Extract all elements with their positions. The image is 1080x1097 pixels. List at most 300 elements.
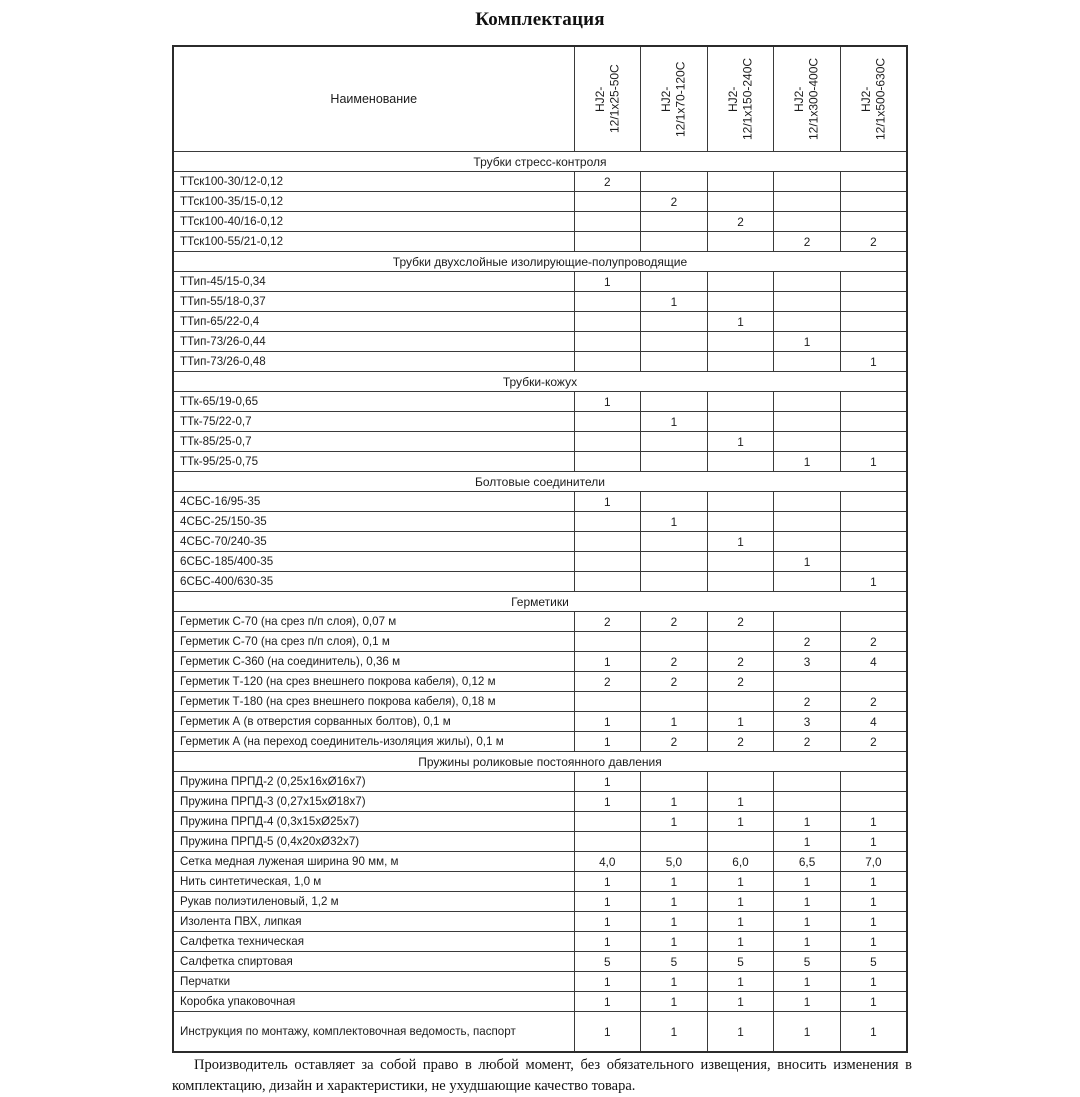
table-row <box>173 712 907 732</box>
row-item-name: Герметик А (на переход соединитель-изоляция жилы), 0,1 м <box>173 732 574 752</box>
table-row <box>173 312 907 332</box>
row-quantity-variant-1 <box>574 692 641 712</box>
row-quantity-variant-2: 5,0 <box>641 852 708 872</box>
row-quantity-variant-5: 1 <box>840 812 907 832</box>
table-row <box>173 952 907 972</box>
row-quantity-variant-5 <box>840 392 907 412</box>
row-quantity-variant-2 <box>641 352 708 372</box>
row-quantity-variant-5 <box>840 412 907 432</box>
table-row <box>173 432 907 452</box>
row-quantity-variant-3 <box>707 452 774 472</box>
row-quantity-variant-4 <box>774 292 841 312</box>
row-quantity-variant-1: 1 <box>574 972 641 992</box>
row-item-name: Пружина ПРПД-3 (0,27x15xØ18x7) <box>173 792 574 812</box>
row-quantity-variant-3 <box>707 352 774 372</box>
row-quantity-variant-3 <box>707 692 774 712</box>
section-header-label: Трубки стресс-контроля <box>173 152 907 172</box>
row-quantity-variant-3: 1 <box>707 972 774 992</box>
table-row <box>173 572 907 592</box>
header-row <box>173 46 907 152</box>
table-row <box>173 272 907 292</box>
row-item-name: 6СБС-400/630-35 <box>173 572 574 592</box>
row-quantity-variant-3: 1 <box>707 792 774 812</box>
row-quantity-variant-5 <box>840 292 907 312</box>
table-row <box>173 832 907 852</box>
row-item-name: Герметик Т-120 (на срез внешнего покрова кабеля), 0,12 м <box>173 672 574 692</box>
row-quantity-variant-5 <box>840 612 907 632</box>
row-quantity-variant-1: 2 <box>574 172 641 192</box>
row-quantity-variant-1: 1 <box>574 1012 641 1053</box>
row-quantity-variant-2 <box>641 552 708 572</box>
row-quantity-variant-3 <box>707 192 774 212</box>
footnote-text: Производитель оставляет за собой право в любой момент, без обязательного извещения, вносить изменения в комплектацию, дизайн и характеристики, не ухудшающие качество товара. <box>172 1056 912 1094</box>
row-quantity-variant-5: 1 <box>840 932 907 952</box>
variant-label-3-line2: 12/1x150-240C <box>740 57 755 141</box>
table-row <box>173 612 907 632</box>
footnote-disclaimer <box>172 1055 912 1097</box>
row-quantity-variant-3: 2 <box>707 652 774 672</box>
row-item-name: Изолента ПВХ, липкая <box>173 912 574 932</box>
row-quantity-variant-4 <box>774 212 841 232</box>
row-quantity-variant-4: 1 <box>774 972 841 992</box>
row-quantity-variant-1 <box>574 512 641 532</box>
row-item-name: Герметик С-70 (на срез п/п слоя), 0,1 м <box>173 632 574 652</box>
row-quantity-variant-4 <box>774 192 841 212</box>
row-quantity-variant-4: 2 <box>774 732 841 752</box>
table-row <box>173 932 907 952</box>
row-quantity-variant-3 <box>707 332 774 352</box>
row-quantity-variant-1 <box>574 532 641 552</box>
row-quantity-variant-1: 1 <box>574 772 641 792</box>
row-quantity-variant-1: 2 <box>574 612 641 632</box>
row-quantity-variant-4 <box>774 512 841 532</box>
row-quantity-variant-4 <box>774 532 841 552</box>
row-quantity-variant-3: 1 <box>707 312 774 332</box>
row-quantity-variant-2: 2 <box>641 672 708 692</box>
variant-label-2 <box>659 51 688 147</box>
row-quantity-variant-1 <box>574 292 641 312</box>
row-quantity-variant-5: 1 <box>840 832 907 852</box>
table-row <box>173 1012 907 1053</box>
row-quantity-variant-1: 1 <box>574 652 641 672</box>
row-item-name: ТТк-65/19-0,65 <box>173 392 574 412</box>
row-quantity-variant-4 <box>774 272 841 292</box>
row-quantity-variant-1: 1 <box>574 732 641 752</box>
row-quantity-variant-1 <box>574 432 641 452</box>
row-quantity-variant-3 <box>707 552 774 572</box>
row-quantity-variant-1: 1 <box>574 492 641 512</box>
variant-label-3 <box>726 51 755 147</box>
table-row <box>173 652 907 672</box>
row-quantity-variant-3: 1 <box>707 992 774 1012</box>
row-quantity-variant-5: 1 <box>840 912 907 932</box>
row-quantity-variant-4: 2 <box>774 232 841 252</box>
variant-label-2-line1: HJ2- <box>659 86 674 112</box>
row-quantity-variant-5: 4 <box>840 652 907 672</box>
row-item-name: 4СБС-70/240-35 <box>173 532 574 552</box>
row-quantity-variant-4: 1 <box>774 872 841 892</box>
row-quantity-variant-1: 1 <box>574 932 641 952</box>
specification-table-wrapper <box>172 45 906 1053</box>
row-quantity-variant-2: 1 <box>641 932 708 952</box>
variant-label-2-line2: 12/1x70-120C <box>673 61 688 137</box>
variant-label-5-line1: HJ2- <box>858 86 873 112</box>
row-quantity-variant-3: 2 <box>707 672 774 692</box>
row-quantity-variant-2: 1 <box>641 992 708 1012</box>
table-row <box>173 192 907 212</box>
row-quantity-variant-5 <box>840 772 907 792</box>
row-quantity-variant-3 <box>707 572 774 592</box>
row-quantity-variant-4: 2 <box>774 692 841 712</box>
row-item-name: ТТип-45/15-0,34 <box>173 272 574 292</box>
row-quantity-variant-4 <box>774 492 841 512</box>
table-row <box>173 872 907 892</box>
column-header-variant-2 <box>641 46 708 152</box>
row-quantity-variant-4: 1 <box>774 912 841 932</box>
row-item-name: Сетка медная луженая ширина 90 мм, м <box>173 852 574 872</box>
table-row <box>173 812 907 832</box>
row-quantity-variant-1: 1 <box>574 712 641 732</box>
row-item-name: ТТк-75/22-0,7 <box>173 412 574 432</box>
table-row <box>173 992 907 1012</box>
row-item-name: Инструкция по монтажу, комплектовочная ведомость, паспорт <box>173 1012 574 1053</box>
variant-label-4 <box>792 51 821 147</box>
table-section-header-row <box>173 372 907 392</box>
row-quantity-variant-3 <box>707 412 774 432</box>
table-section-header-row <box>173 152 907 172</box>
table-row <box>173 492 907 512</box>
row-quantity-variant-2 <box>641 492 708 512</box>
row-quantity-variant-1: 1 <box>574 792 641 812</box>
table-row <box>173 852 907 872</box>
row-quantity-variant-4 <box>774 792 841 812</box>
table-row <box>173 632 907 652</box>
variant-label-1-line2: 12/1x25-50C <box>607 64 622 134</box>
row-item-name: Герметик С-70 (на срез п/п слоя), 0,07 м <box>173 612 574 632</box>
row-quantity-variant-4: 5 <box>774 952 841 972</box>
row-item-name: Рукав полиэтиленовый, 1,2 м <box>173 892 574 912</box>
row-quantity-variant-4: 3 <box>774 652 841 672</box>
row-quantity-variant-4: 1 <box>774 932 841 952</box>
row-quantity-variant-4 <box>774 392 841 412</box>
row-quantity-variant-5: 1 <box>840 872 907 892</box>
row-quantity-variant-5: 2 <box>840 632 907 652</box>
table-row <box>173 772 907 792</box>
row-quantity-variant-3 <box>707 512 774 532</box>
row-quantity-variant-1 <box>574 312 641 332</box>
row-quantity-variant-3 <box>707 632 774 652</box>
row-item-name: ТТип-73/26-0,48 <box>173 352 574 372</box>
row-quantity-variant-5 <box>840 552 907 572</box>
row-quantity-variant-3: 2 <box>707 732 774 752</box>
table-row <box>173 452 907 472</box>
variant-label-5-line2: 12/1x500-630C <box>873 57 888 141</box>
row-quantity-variant-5 <box>840 492 907 512</box>
column-header-variant-4 <box>774 46 841 152</box>
row-quantity-variant-1 <box>574 352 641 372</box>
row-quantity-variant-4: 1 <box>774 832 841 852</box>
row-quantity-variant-5: 1 <box>840 452 907 472</box>
section-header-label: Пружины роликовые постоянного давления <box>173 752 907 772</box>
row-quantity-variant-4: 1 <box>774 1012 841 1053</box>
row-quantity-variant-1: 4,0 <box>574 852 641 872</box>
row-quantity-variant-5 <box>840 172 907 192</box>
row-item-name: Пружина ПРПД-4 (0,3x15xØ25x7) <box>173 812 574 832</box>
row-quantity-variant-3: 1 <box>707 812 774 832</box>
row-quantity-variant-2: 1 <box>641 792 708 812</box>
table-row <box>173 552 907 572</box>
row-quantity-variant-5: 4 <box>840 712 907 732</box>
section-header-label: Герметики <box>173 592 907 612</box>
row-quantity-variant-2 <box>641 172 708 192</box>
row-item-name: ТТип-73/26-0,44 <box>173 332 574 352</box>
row-quantity-variant-2 <box>641 312 708 332</box>
row-quantity-variant-2 <box>641 772 708 792</box>
row-quantity-variant-4 <box>774 672 841 692</box>
row-item-name: Пружина ПРПД-2 (0,25x16xØ16x7) <box>173 772 574 792</box>
row-quantity-variant-5: 1 <box>840 992 907 1012</box>
table-section-header-row <box>173 752 907 772</box>
row-item-name: Салфетка спиртовая <box>173 952 574 972</box>
row-quantity-variant-1 <box>574 452 641 472</box>
row-quantity-variant-5: 1 <box>840 572 907 592</box>
row-quantity-variant-2: 2 <box>641 732 708 752</box>
section-header-label: Болтовые соединители <box>173 472 907 492</box>
variant-label-5 <box>859 51 888 147</box>
column-header-variant-5 <box>840 46 907 152</box>
row-quantity-variant-2: 1 <box>641 712 708 732</box>
row-item-name: Коробка упаковочная <box>173 992 574 1012</box>
table-row <box>173 352 907 372</box>
row-item-name: Пружина ПРПД-5 (0,4x20xØ32x7) <box>173 832 574 852</box>
row-quantity-variant-2 <box>641 572 708 592</box>
specification-table <box>172 45 908 1053</box>
row-item-name: 6СБС-185/400-35 <box>173 552 574 572</box>
section-header-label: Трубки-кожух <box>173 372 907 392</box>
table-row <box>173 892 907 912</box>
table-row <box>173 692 907 712</box>
table-row <box>173 532 907 552</box>
row-quantity-variant-3 <box>707 492 774 512</box>
row-quantity-variant-2: 2 <box>641 652 708 672</box>
row-quantity-variant-4: 3 <box>774 712 841 732</box>
row-quantity-variant-5 <box>840 332 907 352</box>
row-quantity-variant-3: 1 <box>707 532 774 552</box>
table-body <box>173 152 907 1053</box>
row-item-name: ТТск100-35/15-0,12 <box>173 192 574 212</box>
row-quantity-variant-1: 1 <box>574 272 641 292</box>
row-quantity-variant-1 <box>574 812 641 832</box>
row-quantity-variant-4 <box>774 612 841 632</box>
row-quantity-variant-5 <box>840 192 907 212</box>
row-quantity-variant-2: 1 <box>641 872 708 892</box>
row-quantity-variant-2 <box>641 332 708 352</box>
row-quantity-variant-1: 1 <box>574 992 641 1012</box>
row-quantity-variant-4: 1 <box>774 332 841 352</box>
row-quantity-variant-5: 2 <box>840 692 907 712</box>
row-item-name: ТТк-95/25-0,75 <box>173 452 574 472</box>
row-quantity-variant-4 <box>774 172 841 192</box>
table-row <box>173 172 907 192</box>
row-quantity-variant-2 <box>641 632 708 652</box>
row-quantity-variant-4: 6,5 <box>774 852 841 872</box>
row-quantity-variant-2: 1 <box>641 412 708 432</box>
row-quantity-variant-5: 1 <box>840 972 907 992</box>
row-item-name: ТТск100-55/21-0,12 <box>173 232 574 252</box>
row-item-name: ТТип-55/18-0,37 <box>173 292 574 312</box>
row-item-name: ТТск100-30/12-0,12 <box>173 172 574 192</box>
row-quantity-variant-3: 1 <box>707 872 774 892</box>
row-quantity-variant-2: 5 <box>641 952 708 972</box>
row-quantity-variant-5 <box>840 312 907 332</box>
row-quantity-variant-2: 1 <box>641 512 708 532</box>
row-item-name: Перчатки <box>173 972 574 992</box>
table-header <box>173 46 907 152</box>
row-quantity-variant-5: 1 <box>840 892 907 912</box>
row-item-name: Герметик С-360 (на соединитель), 0,36 м <box>173 652 574 672</box>
table-row <box>173 972 907 992</box>
table-row <box>173 672 907 692</box>
row-quantity-variant-5: 2 <box>840 732 907 752</box>
row-quantity-variant-5: 1 <box>840 352 907 372</box>
column-header-variant-3 <box>707 46 774 152</box>
variant-label-1-line1: HJ2- <box>592 86 607 112</box>
row-quantity-variant-5 <box>840 672 907 692</box>
section-header-label: Трубки двухслойные изолирующие-полупроводящие <box>173 252 907 272</box>
row-quantity-variant-5 <box>840 512 907 532</box>
row-quantity-variant-1 <box>574 552 641 572</box>
page-title: Комплектация <box>475 9 605 30</box>
row-quantity-variant-4 <box>774 312 841 332</box>
row-quantity-variant-3: 2 <box>707 212 774 232</box>
row-item-name: Салфетка техническая <box>173 932 574 952</box>
table-row <box>173 212 907 232</box>
row-quantity-variant-3 <box>707 232 774 252</box>
row-quantity-variant-1: 1 <box>574 912 641 932</box>
row-quantity-variant-2: 1 <box>641 912 708 932</box>
row-item-name: 4СБС-25/150-35 <box>173 512 574 532</box>
row-quantity-variant-1 <box>574 832 641 852</box>
table-section-header-row <box>173 472 907 492</box>
row-quantity-variant-3: 2 <box>707 612 774 632</box>
row-quantity-variant-5 <box>840 272 907 292</box>
row-quantity-variant-5: 5 <box>840 952 907 972</box>
table-row <box>173 392 907 412</box>
row-quantity-variant-1: 2 <box>574 672 641 692</box>
row-quantity-variant-2 <box>641 692 708 712</box>
row-quantity-variant-1 <box>574 632 641 652</box>
row-quantity-variant-3: 6,0 <box>707 852 774 872</box>
variant-label-3-line1: HJ2- <box>725 86 740 112</box>
row-quantity-variant-5: 7,0 <box>840 852 907 872</box>
row-quantity-variant-1: 1 <box>574 872 641 892</box>
row-quantity-variant-1: 1 <box>574 892 641 912</box>
table-row <box>173 412 907 432</box>
table-section-header-row <box>173 252 907 272</box>
row-quantity-variant-2 <box>641 212 708 232</box>
variant-label-4-line2: 12/1x300-400C <box>807 57 822 141</box>
row-quantity-variant-4: 2 <box>774 632 841 652</box>
row-quantity-variant-4 <box>774 572 841 592</box>
row-quantity-variant-5 <box>840 792 907 812</box>
table-row <box>173 332 907 352</box>
row-quantity-variant-4: 1 <box>774 452 841 472</box>
table-row <box>173 292 907 312</box>
row-item-name: Нить синтетическая, 1,0 м <box>173 872 574 892</box>
row-item-name: ТТип-65/22-0,4 <box>173 312 574 332</box>
row-quantity-variant-2 <box>641 232 708 252</box>
table-section-header-row <box>173 592 907 612</box>
row-quantity-variant-3: 5 <box>707 952 774 972</box>
row-quantity-variant-3 <box>707 392 774 412</box>
row-quantity-variant-2 <box>641 452 708 472</box>
row-quantity-variant-1 <box>574 412 641 432</box>
table-row <box>173 732 907 752</box>
row-quantity-variant-2: 1 <box>641 292 708 312</box>
row-quantity-variant-1: 5 <box>574 952 641 972</box>
row-quantity-variant-3: 1 <box>707 892 774 912</box>
table-row <box>173 512 907 532</box>
table-row <box>173 232 907 252</box>
row-quantity-variant-3: 1 <box>707 912 774 932</box>
row-quantity-variant-3 <box>707 772 774 792</box>
table-row <box>173 792 907 812</box>
row-quantity-variant-1 <box>574 572 641 592</box>
row-quantity-variant-2 <box>641 272 708 292</box>
row-quantity-variant-2 <box>641 832 708 852</box>
row-quantity-variant-2: 1 <box>641 972 708 992</box>
column-header-name: Наименование <box>173 46 574 152</box>
row-item-name: ТТск100-40/16-0,12 <box>173 212 574 232</box>
row-quantity-variant-1 <box>574 232 641 252</box>
row-quantity-variant-5 <box>840 532 907 552</box>
row-quantity-variant-3 <box>707 832 774 852</box>
column-header-variant-1 <box>574 46 641 152</box>
row-quantity-variant-4: 1 <box>774 992 841 1012</box>
row-quantity-variant-2 <box>641 432 708 452</box>
variant-label-4-line1: HJ2- <box>792 86 807 112</box>
row-quantity-variant-2: 1 <box>641 812 708 832</box>
row-quantity-variant-4: 1 <box>774 552 841 572</box>
row-quantity-variant-2: 1 <box>641 1012 708 1053</box>
row-quantity-variant-2 <box>641 392 708 412</box>
row-quantity-variant-1: 1 <box>574 392 641 412</box>
row-quantity-variant-1 <box>574 332 641 352</box>
row-quantity-variant-3: 1 <box>707 432 774 452</box>
row-quantity-variant-3: 1 <box>707 712 774 732</box>
row-quantity-variant-3: 1 <box>707 932 774 952</box>
row-quantity-variant-3: 1 <box>707 1012 774 1053</box>
row-quantity-variant-2 <box>641 532 708 552</box>
row-quantity-variant-3 <box>707 272 774 292</box>
row-quantity-variant-5: 1 <box>840 1012 907 1053</box>
row-quantity-variant-2: 1 <box>641 892 708 912</box>
row-quantity-variant-4 <box>774 432 841 452</box>
variant-label-1 <box>593 51 622 147</box>
row-item-name: Герметик А (в отверстия сорванных болтов), 0,1 м <box>173 712 574 732</box>
row-item-name: Герметик Т-180 (на срез внешнего покрова кабеля), 0,18 м <box>173 692 574 712</box>
row-quantity-variant-4: 1 <box>774 812 841 832</box>
row-quantity-variant-3 <box>707 172 774 192</box>
row-quantity-variant-2: 2 <box>641 612 708 632</box>
row-quantity-variant-1 <box>574 212 641 232</box>
row-quantity-variant-4 <box>774 352 841 372</box>
row-quantity-variant-4 <box>774 412 841 432</box>
row-quantity-variant-3 <box>707 292 774 312</box>
row-item-name: 4СБС-16/95-35 <box>173 492 574 512</box>
row-item-name: ТТк-85/25-0,7 <box>173 432 574 452</box>
row-quantity-variant-2: 2 <box>641 192 708 212</box>
